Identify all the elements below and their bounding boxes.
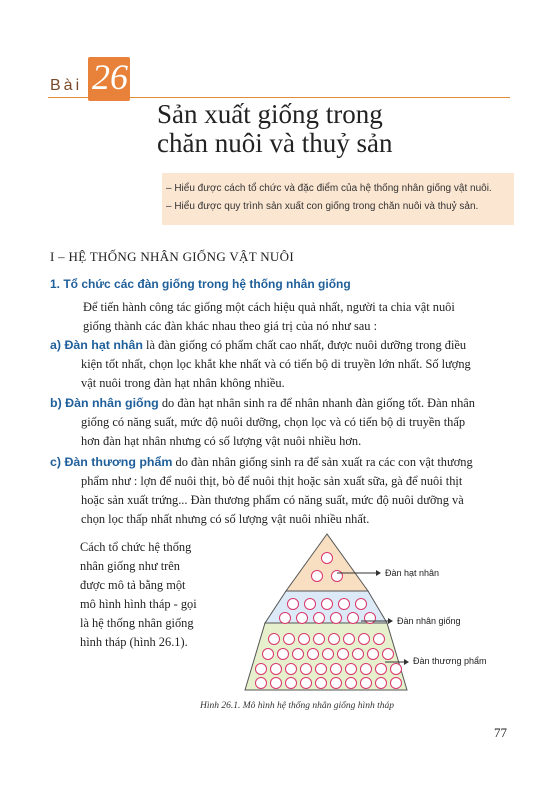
animal-circle (361, 678, 372, 689)
item-c (50, 453, 520, 529)
pyramid-label-multiplier: Đàn nhân giống (397, 616, 461, 626)
animal-circle (280, 613, 291, 624)
objective-item: – Hiểu được quy trình sản xuất con giống trong chăn nuôi và thuỷ sản. (166, 201, 479, 212)
animal-circle (299, 634, 310, 645)
item-text: do đàn hạt nhân sinh ra để nhân nhanh đàn giống tốt. Đàn nhân (158, 396, 475, 410)
figure-caption: Hình 26.1. Mô hình hệ thống nhân giống hình tháp (200, 701, 394, 711)
side-paragraph (80, 538, 220, 652)
lesson-title (157, 100, 392, 158)
side-line: được mô tả bằng một (80, 578, 186, 592)
animal-circle (331, 664, 342, 675)
animal-circle (383, 649, 394, 660)
animal-circle (286, 678, 297, 689)
title-line-2: chăn nuôi và thuỷ sản (157, 128, 393, 158)
arrow-head-icon (376, 570, 381, 576)
item-text: kiện tốt nhất, chọn lọc khắt khe nhất và có tiến bộ di truyền lớn nhất. Số lượng (81, 357, 471, 371)
animal-circle (323, 649, 334, 660)
animal-circle (376, 678, 387, 689)
animal-circle (288, 599, 299, 610)
item-text: hơn đàn hạt nhân nhưng có số lượng vật nuôi nhiều hơn. (81, 434, 362, 448)
animal-circle (256, 678, 267, 689)
pyramid-label-commercial: Đàn thương phẩm (413, 656, 487, 666)
animal-circle (256, 664, 267, 675)
animal-circle (332, 571, 343, 582)
animal-circle (365, 613, 376, 624)
item-b (50, 394, 520, 451)
animal-circle (338, 649, 349, 660)
animal-circle (297, 613, 308, 624)
animal-circle (301, 678, 312, 689)
arrow-head-icon (388, 618, 393, 624)
animal-circle (359, 634, 370, 645)
page-number: 77 (494, 725, 507, 740)
intro-line: Để tiến hành công tác giống một cách hiệu quả nhất, người ta chia vật nuôi (83, 300, 455, 314)
section-heading: I – HỆ THỐNG NHÂN GIỐNG VẬT NUÔI (50, 249, 294, 264)
animal-circle (263, 649, 274, 660)
side-line: Cách tổ chức hệ thống (80, 540, 192, 554)
item-text: vật nuôi trong đàn hạt nhân không nhiều. (81, 376, 285, 390)
animal-circle (316, 664, 327, 675)
animal-circle (269, 634, 280, 645)
animal-circle (353, 649, 364, 660)
arrow-head-icon (404, 659, 409, 665)
item-text: chọn lọc thấp nhất nhưng có số lượng vật nuôi nhiều nhất. (81, 512, 370, 526)
lesson-label: Bài (50, 77, 83, 94)
item-label: b) Đàn nhân giống (50, 396, 159, 410)
pyramid-label-nucleus: Đàn hạt nhân (385, 568, 440, 578)
animal-circle (286, 664, 297, 675)
animal-circle (301, 664, 312, 675)
animal-circle (329, 634, 340, 645)
item-label: c) Đàn thương phẩm (50, 455, 173, 469)
item-text: là đàn giống có phẩm chất cao nhất, được nuôi dưỡng trong điều (142, 338, 467, 352)
pyramid-diagram (225, 528, 535, 698)
side-line: là hệ thống nhân giống (80, 616, 194, 630)
animal-circle (346, 664, 357, 675)
side-line: mô hình hình tháp - gọi (80, 597, 197, 611)
objectives-list (166, 180, 492, 216)
side-line: hình tháp (hình 26.1). (80, 635, 188, 649)
animal-circle (368, 649, 379, 660)
animal-circle (391, 664, 402, 675)
animal-circle (293, 649, 304, 660)
animal-circle (312, 571, 323, 582)
animal-circle (339, 599, 350, 610)
animal-circle (344, 634, 355, 645)
animal-circle (391, 678, 402, 689)
title-line-1: Sản xuất giống trong (157, 99, 383, 129)
animal-circle (316, 678, 327, 689)
item-text: do đàn nhân giống sinh ra để sản xuất ra các con vật thương (172, 455, 473, 469)
side-line: nhân giống như trên (80, 559, 180, 573)
animal-circle (278, 649, 289, 660)
animal-circle (314, 634, 325, 645)
subsection-heading: 1. Tổ chức các đàn giống trong hệ thống nhân giống (50, 277, 351, 291)
item-text: hoặc sản xuất trứng... Đàn thương phẩm có năng suất, mức độ nuôi dưỡng và (81, 493, 464, 507)
animal-circle (348, 613, 359, 624)
intro-line: giống thành các đàn khác nhau theo giá trị của nó như sau : (83, 319, 378, 333)
animal-circle (331, 613, 342, 624)
lesson-number: 26 (92, 57, 128, 97)
objective-item: – Hiểu được cách tổ chức và đặc điểm của hệ thống nhân giống vật nuôi. (166, 183, 492, 194)
animal-circle (322, 599, 333, 610)
item-text: giống có năng suất, mức độ nuôi dưỡng, chọn lọc và có tiến bộ di truyền thấp (81, 415, 466, 429)
animal-circle (308, 649, 319, 660)
animal-circle (305, 599, 316, 610)
item-text: phẩm như : lợn để nuôi thịt, bò để nuôi thịt hoặc sản xuất sữa, gà để nuôi thịt (81, 474, 463, 488)
animal-circle (271, 678, 282, 689)
animal-circle (271, 664, 282, 675)
animal-circle (361, 664, 372, 675)
intro-paragraph (50, 298, 518, 336)
animal-circle (322, 553, 333, 564)
item-label: a) Đàn hạt nhân (50, 338, 143, 352)
animal-circle (356, 599, 367, 610)
item-a (50, 336, 520, 393)
animal-circle (331, 678, 342, 689)
animal-circle (314, 613, 325, 624)
animal-circle (346, 678, 357, 689)
animal-circle (376, 664, 387, 675)
animal-circle (284, 634, 295, 645)
animal-circle (374, 634, 385, 645)
